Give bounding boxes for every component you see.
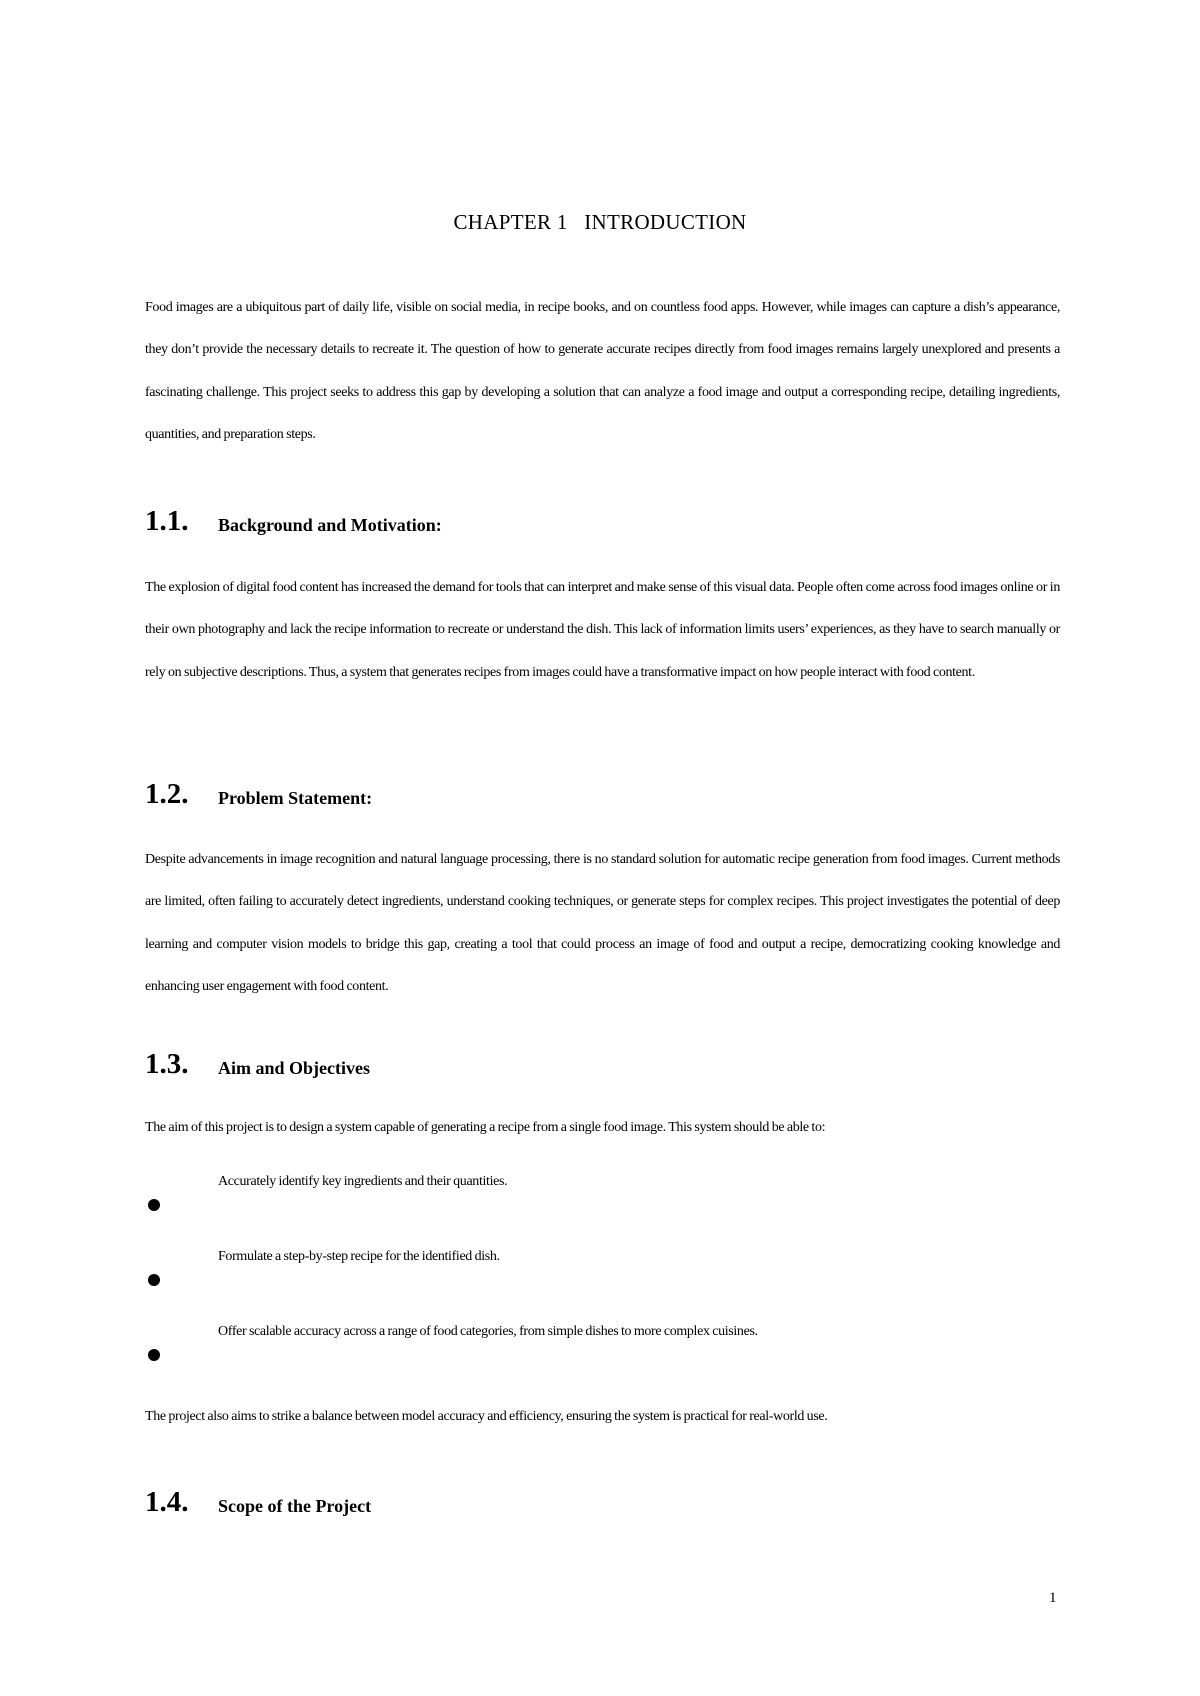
background-paragraph: The explosion of digital food content has increased the demand for tools that can interpret and make sense of this visual data. People often come across food images online or in their own photography and lack the recipe information to recreate or understand the dish. This lack of information limits users’ experiences, as they have to search manually or rely on subjective descriptions. Thus, a system that generates recipes from images could have a transformative impact on how people interact with food content. — [145, 580, 1060, 680]
section-title: Scope of the Project — [218, 1496, 372, 1516]
section-title: Background and Motivation: — [218, 515, 442, 535]
bullet-icon — [148, 1274, 160, 1286]
section-title: Problem Statement: — [218, 788, 373, 808]
page-number: 1 — [1049, 1590, 1057, 1606]
aim-paragraph: The aim of this project is to design a system capable of generating a recipe from a single food image. This system should be able to: — [145, 1120, 826, 1135]
objective-text: Accurately identify key ingredients and their quantities. — [218, 1174, 508, 1189]
chapter-title: CHAPTER 1 INTRODUCTION — [453, 210, 747, 234]
intro-paragraph: Food images are a ubiquitous part of daily life, visible on social media, in recipe books, and on countless food apps. However, while images can capture a dish’s appearance, they don’t provide the necessary details to recreate it. The question of how to generate accurate recipes directly from food images remains largely unexplored and presents a fascinating challenge. This project seeks to address this gap by developing a solution that can analyze a food image and output a corresponding recipe, detailing ingredients, quantities, and preparation steps. — [145, 300, 1060, 442]
objective-text: Offer scalable accuracy across a range of food categories, from simple dishes to more complex cuisines. — [218, 1324, 758, 1339]
bullet-icon — [148, 1349, 160, 1361]
problem-paragraph: Despite advancements in image recognition and natural language processing, there is no standard solution for automatic recipe generation from food images. Current methods are limited, often failing to accurately detect ingredients, understand cooking techniques, or generate steps for complex recipes. This project investigates the potential of deep learning and computer vision models to bridge this gap, creating a tool that could process an image of food and output a recipe, democratizing cooking knowledge and enhancing user engagement with food content. — [145, 852, 1060, 994]
closing-paragraph: The project also aims to strike a balance between model accuracy and efficiency, ensuring the system is practical for real-world use. — [145, 1409, 828, 1424]
section-number: 1.4. — [145, 1486, 189, 1518]
section-title: Aim and Objectives — [218, 1058, 370, 1078]
objectives-list — [145, 1168, 1060, 1393]
section-number: 1.3. — [145, 1048, 189, 1080]
objective-text: Formulate a step-by-step recipe for the identified dish. — [218, 1249, 500, 1264]
list-item — [145, 1243, 1060, 1318]
bullet-icon — [148, 1199, 160, 1211]
list-item — [145, 1168, 1060, 1243]
section-number: 1.1. — [145, 505, 189, 537]
section-number: 1.2. — [145, 778, 189, 810]
list-item — [145, 1318, 1060, 1393]
